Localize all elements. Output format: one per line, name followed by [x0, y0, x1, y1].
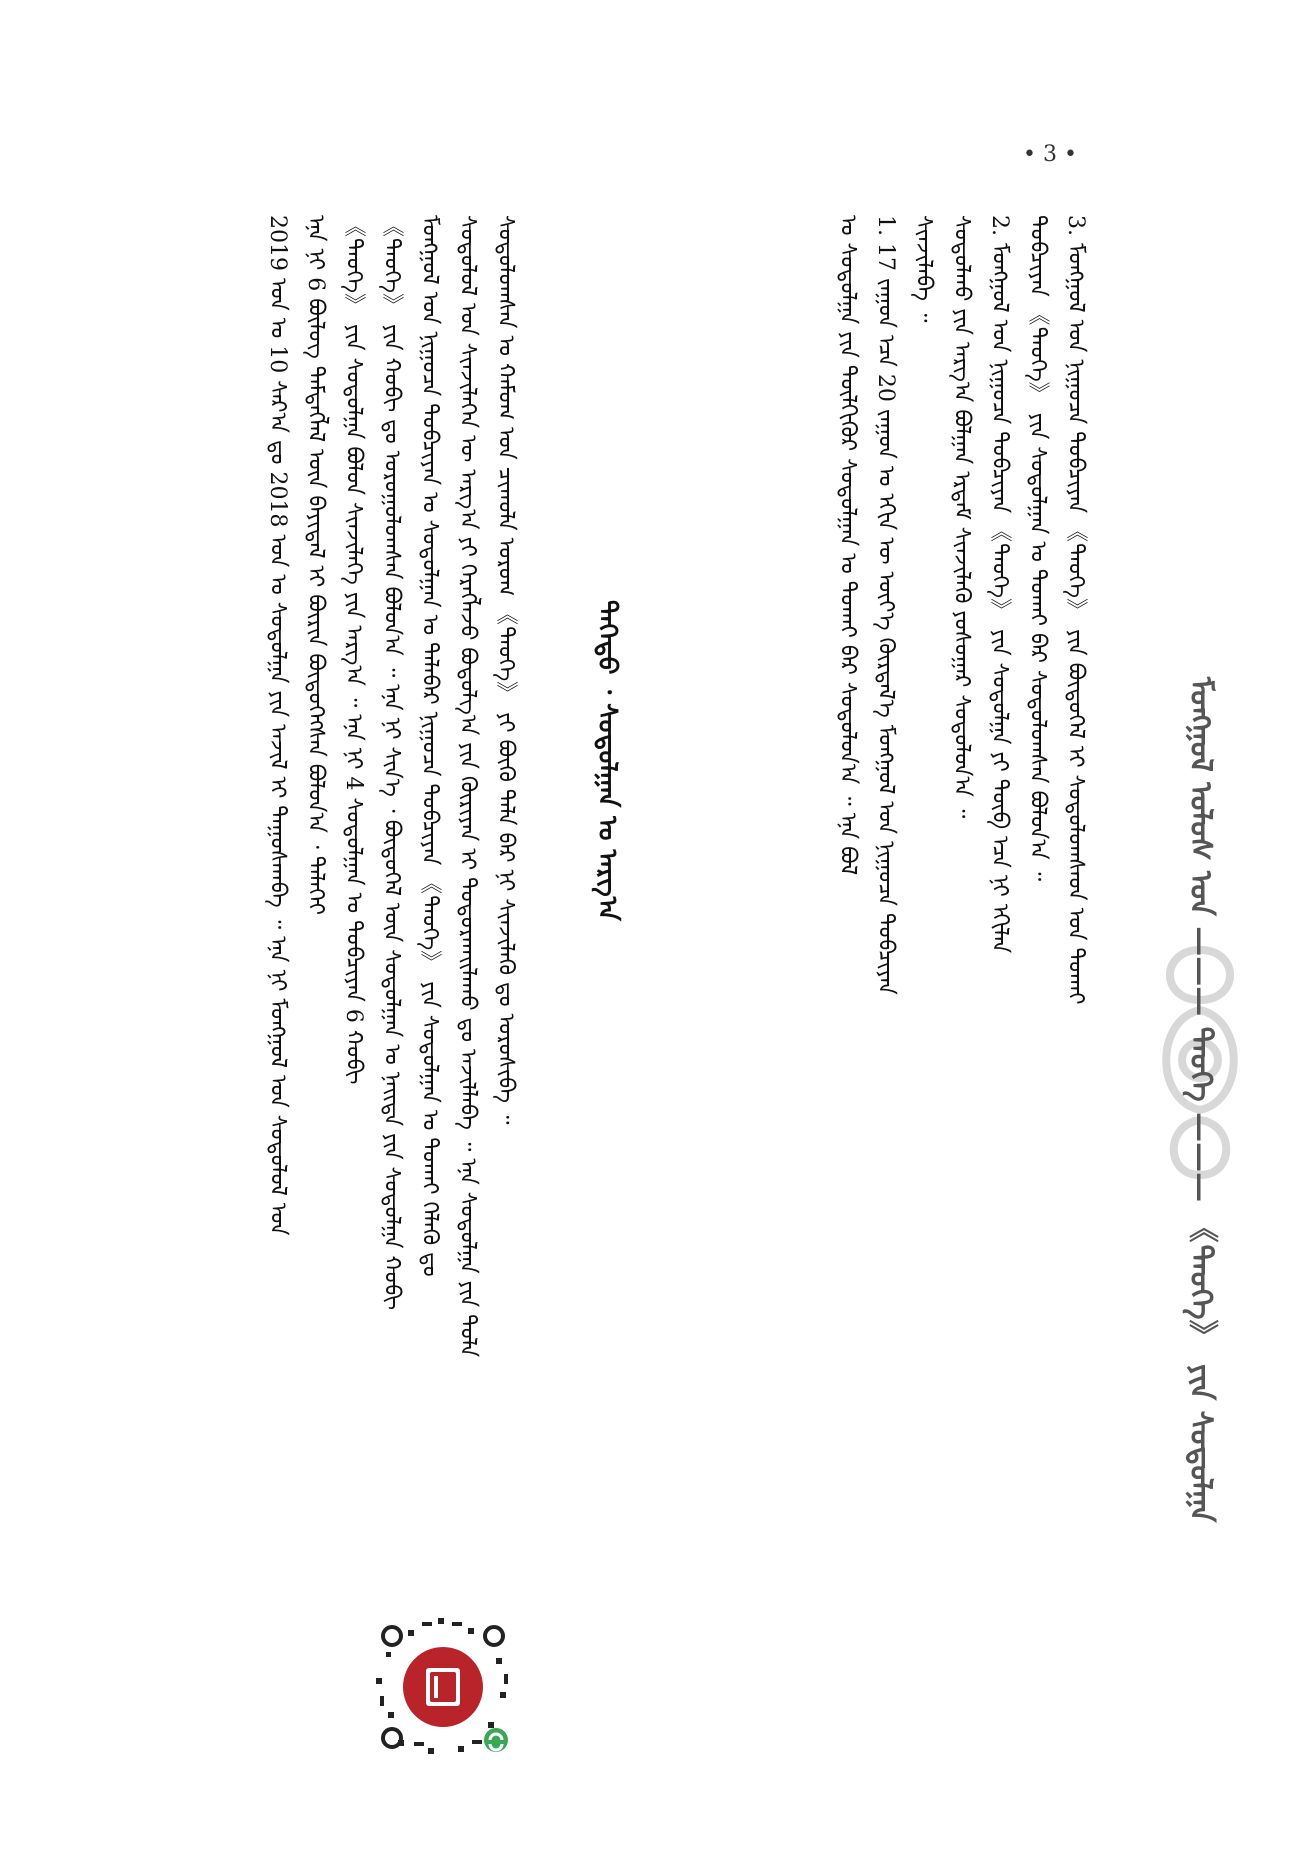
note-2-text-1: ᠮᠣᠩᠭᠣᠯ ᠤᠨ ᠨᠢᠭᠤᠴᠠ ᠲᠣᠪᠴᠢᠶᠠᠨ 《ᠲᠡᠦᠬᠡ》 ᠶᠢᠨ ᠰᠤᠳᠤᠯᠭᠠ ᠶᠢ ᠲᠥᠪ ᠡᠴᠡ ᠨᠢ ᠡᠬᠢᠯᠡᠨ [987, 243, 1012, 954]
note-2-line-1 [982, 215, 1016, 1655]
body-line: 2019 ᠣᠨ ᠤ 10 ᠰᠠᠷ᠎ᠠ ᠳᠤ 2018 ᠣᠨ ᠤ ᠰᠤᠳᠤᠯᠭᠠ ᠶᠢᠨ ᠠᠵᠢᠯ ᠢ ᠳᠠᠭᠤᠰᠬᠠᠪᠠ ᠃ ᠡᠨᠡ ᠨᠢ ᠮᠣᠩᠭᠣᠯ ᠤᠨ ᠰᠤᠳᠤᠯᠤᠯ ᠤᠨ [265, 215, 290, 1236]
body-line: 《ᠲᠡᠦᠬᠡ》 ᠶᠢᠨ ᠰᠤᠳᠤᠯᠭᠠ ᠪᠣᠯᠣᠨ ᠰᠢᠨᠵᠢᠯᠡᠭᠡ ᠶᠢᠨ ᠠᠷᠭ᠎ᠠ ᠃ ᠡᠨᠡ ᠨᠢ 4 ᠰᠤᠳᠤᠯᠭᠠᠨ ᠤ ᠲᠣᠪᠴᠢᠶᠠᠨ 6 ᠬᠤᠪᠢ [341, 215, 366, 1085]
body-line: ᠰᠤᠳᠤᠯᠤᠭᠰᠠᠨ ᠤ ᠬᠠᠮᠤᠭ ᠤᠨ ᠴᠢᠬᠤᠯᠠ ᠤᠷᠤᠭ 《ᠲᠡᠦᠬᠡ》 ᠶᠢ ᠪᠦᠬᠦ ᠳᠠᠯᠠ ᠪᠡᠷ ᠨᠢ ᠰᠢᠨᠵᠢᠯᠡᠬᠦ ᠳᠤ ᠣᠷᠣᠰᠢᠪᠠ ᠃ [493, 215, 518, 1125]
page-number: • 3 • [1023, 142, 1077, 167]
note-1-marker: 1. [873, 215, 898, 236]
note-2-line-3 [906, 215, 940, 415]
running-head [1150, 590, 1250, 1610]
note-2-text-2: ᠰᠤᠳᠤᠯᠬᠤ ᠶᠢᠨ ᠠᠷᠭ᠎ᠠ ᠪᠣᠯᠭᠠᠨ ᠡᠷᠳᠡᠮ ᠰᠢᠨᠵᠢᠯᠡᠬᠦ ᠶᠤᠰᠤᠭᠠᠷ ᠰᠤᠳᠤᠯᠤᠨ᠎ᠠ ᠃ [949, 215, 974, 819]
note-1-text-1: 17 ᠵᠠᠭᠤᠨ ᠡᠴᠡ 20 ᠵᠠᠭᠤᠨ ᠤ ᠡᠬᠢᠨ ᠦ ᠦᠶ᠎ᠡ ᠬᠦᠷᠲᠡᠯ᠎ᠡ ᠮᠣᠩᠭᠣᠯ ᠤᠨ ᠨᠢᠭᠤᠴᠠ ᠲᠣᠪᠴᠢᠶᠠᠨ [873, 243, 898, 995]
qr-code-icon[interactable] [368, 1612, 518, 1762]
note-1-text-2: ᠤ ᠰᠤᠳᠤᠯᠭᠠ ᠶᠢᠨ ᠲᠦᠯᠬᠢᠭᠦᠷ ᠰᠤᠳᠤᠯᠭᠠᠨ ᠤ ᠲᠤᠬᠠᠢ ᠪᠡᠷ ᠰᠤᠳᠤᠯᠤᠨ᠎ᠠ ᠃ ᠡᠨᠡ ᠪᠣᠯ [835, 215, 860, 876]
section-heading: ᠳᠡᠬᠡᠳᠦ ᠂ ᠰᠤᠳᠤᠯᠭᠠᠨ ᠤ ᠠᠷᠭ᠎ᠠ [592, 600, 622, 921]
note-3-text-1: ᠮᠣᠩᠭᠣᠯ ᠤᠨ ᠨᠢᠭᠤᠴᠠ ᠲᠣᠪᠴᠢᠶᠠᠨ 《ᠲᠡᠦᠬᠡ》 ᠶᠢᠨ ᠪᠦᠲᠦᠭᠡᠯ ᠢ ᠰᠤᠳᠤᠯᠤᠭᠰᠠᠳ ᠤᠨ ᠲᠤᠬᠠᠢ [1063, 243, 1088, 1005]
note-2-text-3: ᠰᠢᠨᠵᠢᠯᠡᠪᠡ ᠃ [911, 215, 936, 323]
note-2-line-2 [944, 215, 978, 1655]
body-line: ᠮᠣᠩᠭᠣᠯ ᠤᠨ ᠨᠢᠭᠤᠴᠠ ᠲᠣᠪᠴᠢᠶᠠᠨ ᠤ ᠰᠤᠳᠤᠯᠭᠠᠨ ᠤ ᠲᠠᠯᠠᠪᠠᠷ ᠨᠢᠭᠤᠴᠠ ᠲᠣᠪᠴᠢᠶᠠᠨ 《ᠲᠡᠦᠬᠡ》 ᠶᠢᠨ ᠰᠤᠳᠤᠯᠭᠠᠨ ᠤ ᠲᠤᠬᠠᠢ ᠬᠡᠯᠡᠬᠦ ᠳᠤ [417, 215, 442, 1277]
running-head-text: ᠮᠣᠩᠭᠣᠯ ᠤᠯᠤᠰ ᠤᠨ ——— ᠲᠡᠦᠬᠡ ——— 《ᠲᠡᠦᠬᠡ》 ᠶᠢᠨ ᠰᠤᠳᠤᠯᠭᠠ [1183, 677, 1218, 1523]
note-2-marker: 2. [987, 215, 1012, 236]
body-line: ᠡᠨᠡ ᠨᠢ 6 ᠪᠦᠯᠦᠭ ᠲᠡᠮᠳᠡᠭᠯᠡᠯ ᠦᠨ ᠪᠠᠶᠢᠳᠠᠯ ᠢ ᠪᠦᠷᠢᠨ ᠪᠦᠲᠦᠭᠡᠭᠰᠡᠨ ᠪᠣᠯᠤᠨ᠎ᠠ ᠂ ᠳᠡᠯᠡᠬᠡᠢ [303, 215, 328, 916]
body-line: ᠰᠤᠳᠤᠯᠤᠯ ᠤᠨ ᠰᠢᠨᠵᠢᠯᠡᠭᠡᠨ ᠦ ᠠᠷᠭ᠎ᠠ ᠶᠢ ᠬᠡᠷᠡᠭᠯᠡᠵᠦ ᠪᠣᠳᠣᠯᠭ᠎ᠠ ᠶᠢᠨ ᠬᠦᠷᠢᠶᠡᠨ ᠢ ᠲᠣᠳᠤᠷᠬᠠᠢᠯᠠᠬᠤ ᠳᠤ ᠠᠵᠢᠯᠯᠠᠪᠠ ᠃ ᠡᠨᠡ ᠰᠤᠳᠤᠯᠭᠠ ᠶᠢᠨ ᠲᠤᠯᠠ [455, 215, 480, 1358]
note-1-line-2 [830, 215, 864, 1655]
note-3-line-1 [1058, 215, 1092, 1655]
note-3-text-2: ᠲᠣᠪᠴᠢᠶᠠᠨ 《ᠲᠡᠦᠬᠡ》 ᠶᠢᠨ ᠰᠤᠳᠤᠯᠭᠠᠨ ᠤ ᠲᠤᠬᠠᠢ ᠪᠡᠷ ᠰᠤᠳᠤᠯᠤᠭᠰᠠᠨ ᠪᠣᠯᠤᠨ᠎ᠠ ᠃ [1025, 215, 1050, 882]
note-3-marker: 3. [1063, 215, 1088, 236]
note-3-line-2 [1020, 215, 1054, 1655]
note-1-line-1 [868, 215, 902, 1655]
body-line: 《ᠲᠡᠦᠬᠡ》 ᠶᠢᠨ ᠬᠤᠪᠢ ᠳᠤ ᠣᠷᠣᠭᠤᠯᠤᠭᠰᠠᠨ ᠪᠣᠯᠤᠨ᠎ᠠ ᠃ ᠡᠨᠡ ᠨᠢ ᠰᠢᠨ᠎ᠡ ᠂ ᠪᠦᠲᠦᠭᠡᠯ ᠦᠨ ᠰᠤᠳᠤᠯᠭᠠᠨ ᠤ ᠨᠡᠢᠲᠡ ᠶᠢᠨ ᠰᠤᠳᠤᠯᠭᠠ ᠬᠤᠪᠢ [379, 215, 404, 1311]
